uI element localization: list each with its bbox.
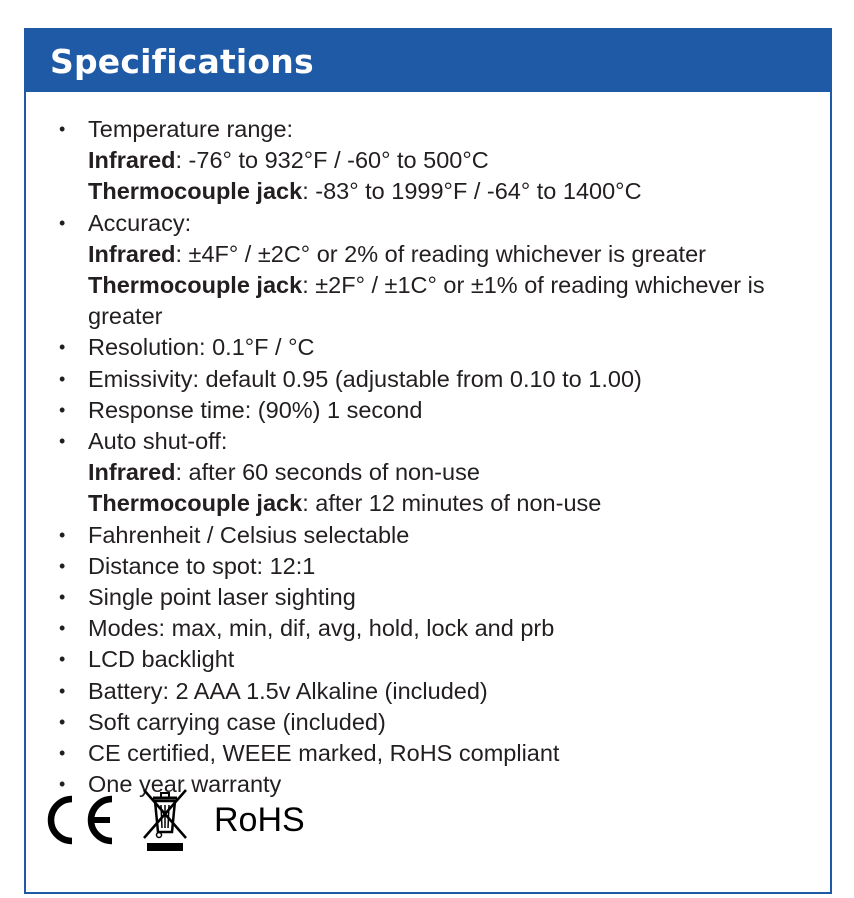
spec-sub-item [88, 176, 814, 207]
spec-sub-text: : after 12 minutes of non-use [302, 490, 602, 517]
spec-item [26, 613, 830, 644]
spec-text: One year warranty [88, 771, 282, 798]
compliance-marks [40, 780, 305, 860]
weee-crossed-bin-icon [140, 788, 190, 852]
rohs-mark: RoHS [214, 801, 305, 839]
spec-text: Single point laser sighting [88, 584, 356, 611]
ce-mark-icon [40, 795, 118, 845]
spec-item [26, 551, 830, 582]
specifications-header [26, 30, 830, 92]
spec-sub-label: Thermocouple jack [88, 178, 303, 205]
bullet-icon: • [59, 399, 66, 420]
spec-item [26, 644, 830, 675]
spec-sub-text: : ±2F° / ±1C° or ±1% of reading whichever is greater [88, 272, 765, 330]
spec-item [26, 520, 830, 551]
bullet-icon: • [59, 368, 66, 389]
spec-text: Temperature range: [88, 116, 294, 142]
spec-item [26, 332, 830, 363]
spec-item [26, 426, 830, 520]
spec-sub-item [88, 270, 814, 332]
spec-item [26, 208, 830, 333]
spec-sub-item [88, 239, 814, 270]
spec-text: CE certified, WEEE marked, RoHS compliant [88, 740, 560, 767]
spec-text: LCD backlight [88, 646, 235, 673]
spec-sub-item [88, 145, 814, 176]
spec-list [26, 92, 830, 800]
spec-sub-label: Infrared [88, 459, 176, 486]
spec-text: Battery: 2 AAA 1.5v Alkaline (included) [88, 677, 488, 704]
bullet-icon: • [59, 680, 66, 701]
spec-text: Auto shut-off: [88, 428, 228, 455]
spec-item [26, 364, 830, 395]
spec-sub-label: Thermocouple jack [88, 272, 303, 299]
bullet-icon: • [59, 743, 66, 764]
spec-sub-text: : -83° to 1999°F / -64° to 1400°C [302, 178, 642, 205]
bullet-icon: • [59, 524, 66, 545]
spec-text: Modes: max, min, dif, avg, hold, lock and prb [88, 615, 555, 642]
bullet-icon: • [59, 711, 66, 732]
spec-text: Accuracy: [88, 209, 192, 236]
bullet-icon: • [59, 119, 66, 139]
bullet-icon: • [59, 555, 66, 576]
spec-item [26, 707, 830, 738]
specifications-panel [24, 28, 832, 894]
spec-sub-item [88, 488, 814, 519]
spec-sub-label: Thermocouple jack [88, 490, 303, 517]
spec-sub-text: : after 60 seconds of non-use [175, 459, 480, 486]
spec-text: Soft carrying case (included) [88, 708, 386, 735]
spec-text: Resolution: 0.1°F / °C [88, 334, 315, 361]
spec-sub-label: Infrared [88, 240, 176, 267]
spec-sub-text: : -76° to 932°F / -60° to 500°C [175, 147, 489, 174]
bullet-icon: • [59, 774, 66, 795]
page-title: Specifications [50, 41, 314, 81]
spec-item [26, 738, 830, 769]
spec-sub-text: : ±4F° / ±2C° or 2% of reading whichever is greater [175, 240, 706, 267]
spec-text: Distance to spot: 12:1 [88, 552, 316, 579]
spec-item [26, 582, 830, 613]
bullet-icon: • [59, 337, 66, 358]
spec-item [26, 114, 830, 208]
bullet-icon: • [59, 587, 66, 608]
spec-text: Emissivity: default 0.95 (adjustable from 0.10 to 1.00) [88, 365, 642, 392]
spec-item [26, 676, 830, 707]
bullet-icon: • [59, 212, 66, 233]
spec-item [26, 395, 830, 426]
bullet-icon: • [59, 431, 66, 452]
spec-sub-item [88, 457, 814, 488]
spec-text: Response time: (90%) 1 second [88, 396, 423, 423]
spec-text: Fahrenheit / Celsius selectable [88, 521, 410, 548]
bullet-icon: • [59, 618, 66, 639]
bullet-icon: • [59, 649, 66, 670]
spec-sub-label: Infrared [88, 147, 176, 174]
